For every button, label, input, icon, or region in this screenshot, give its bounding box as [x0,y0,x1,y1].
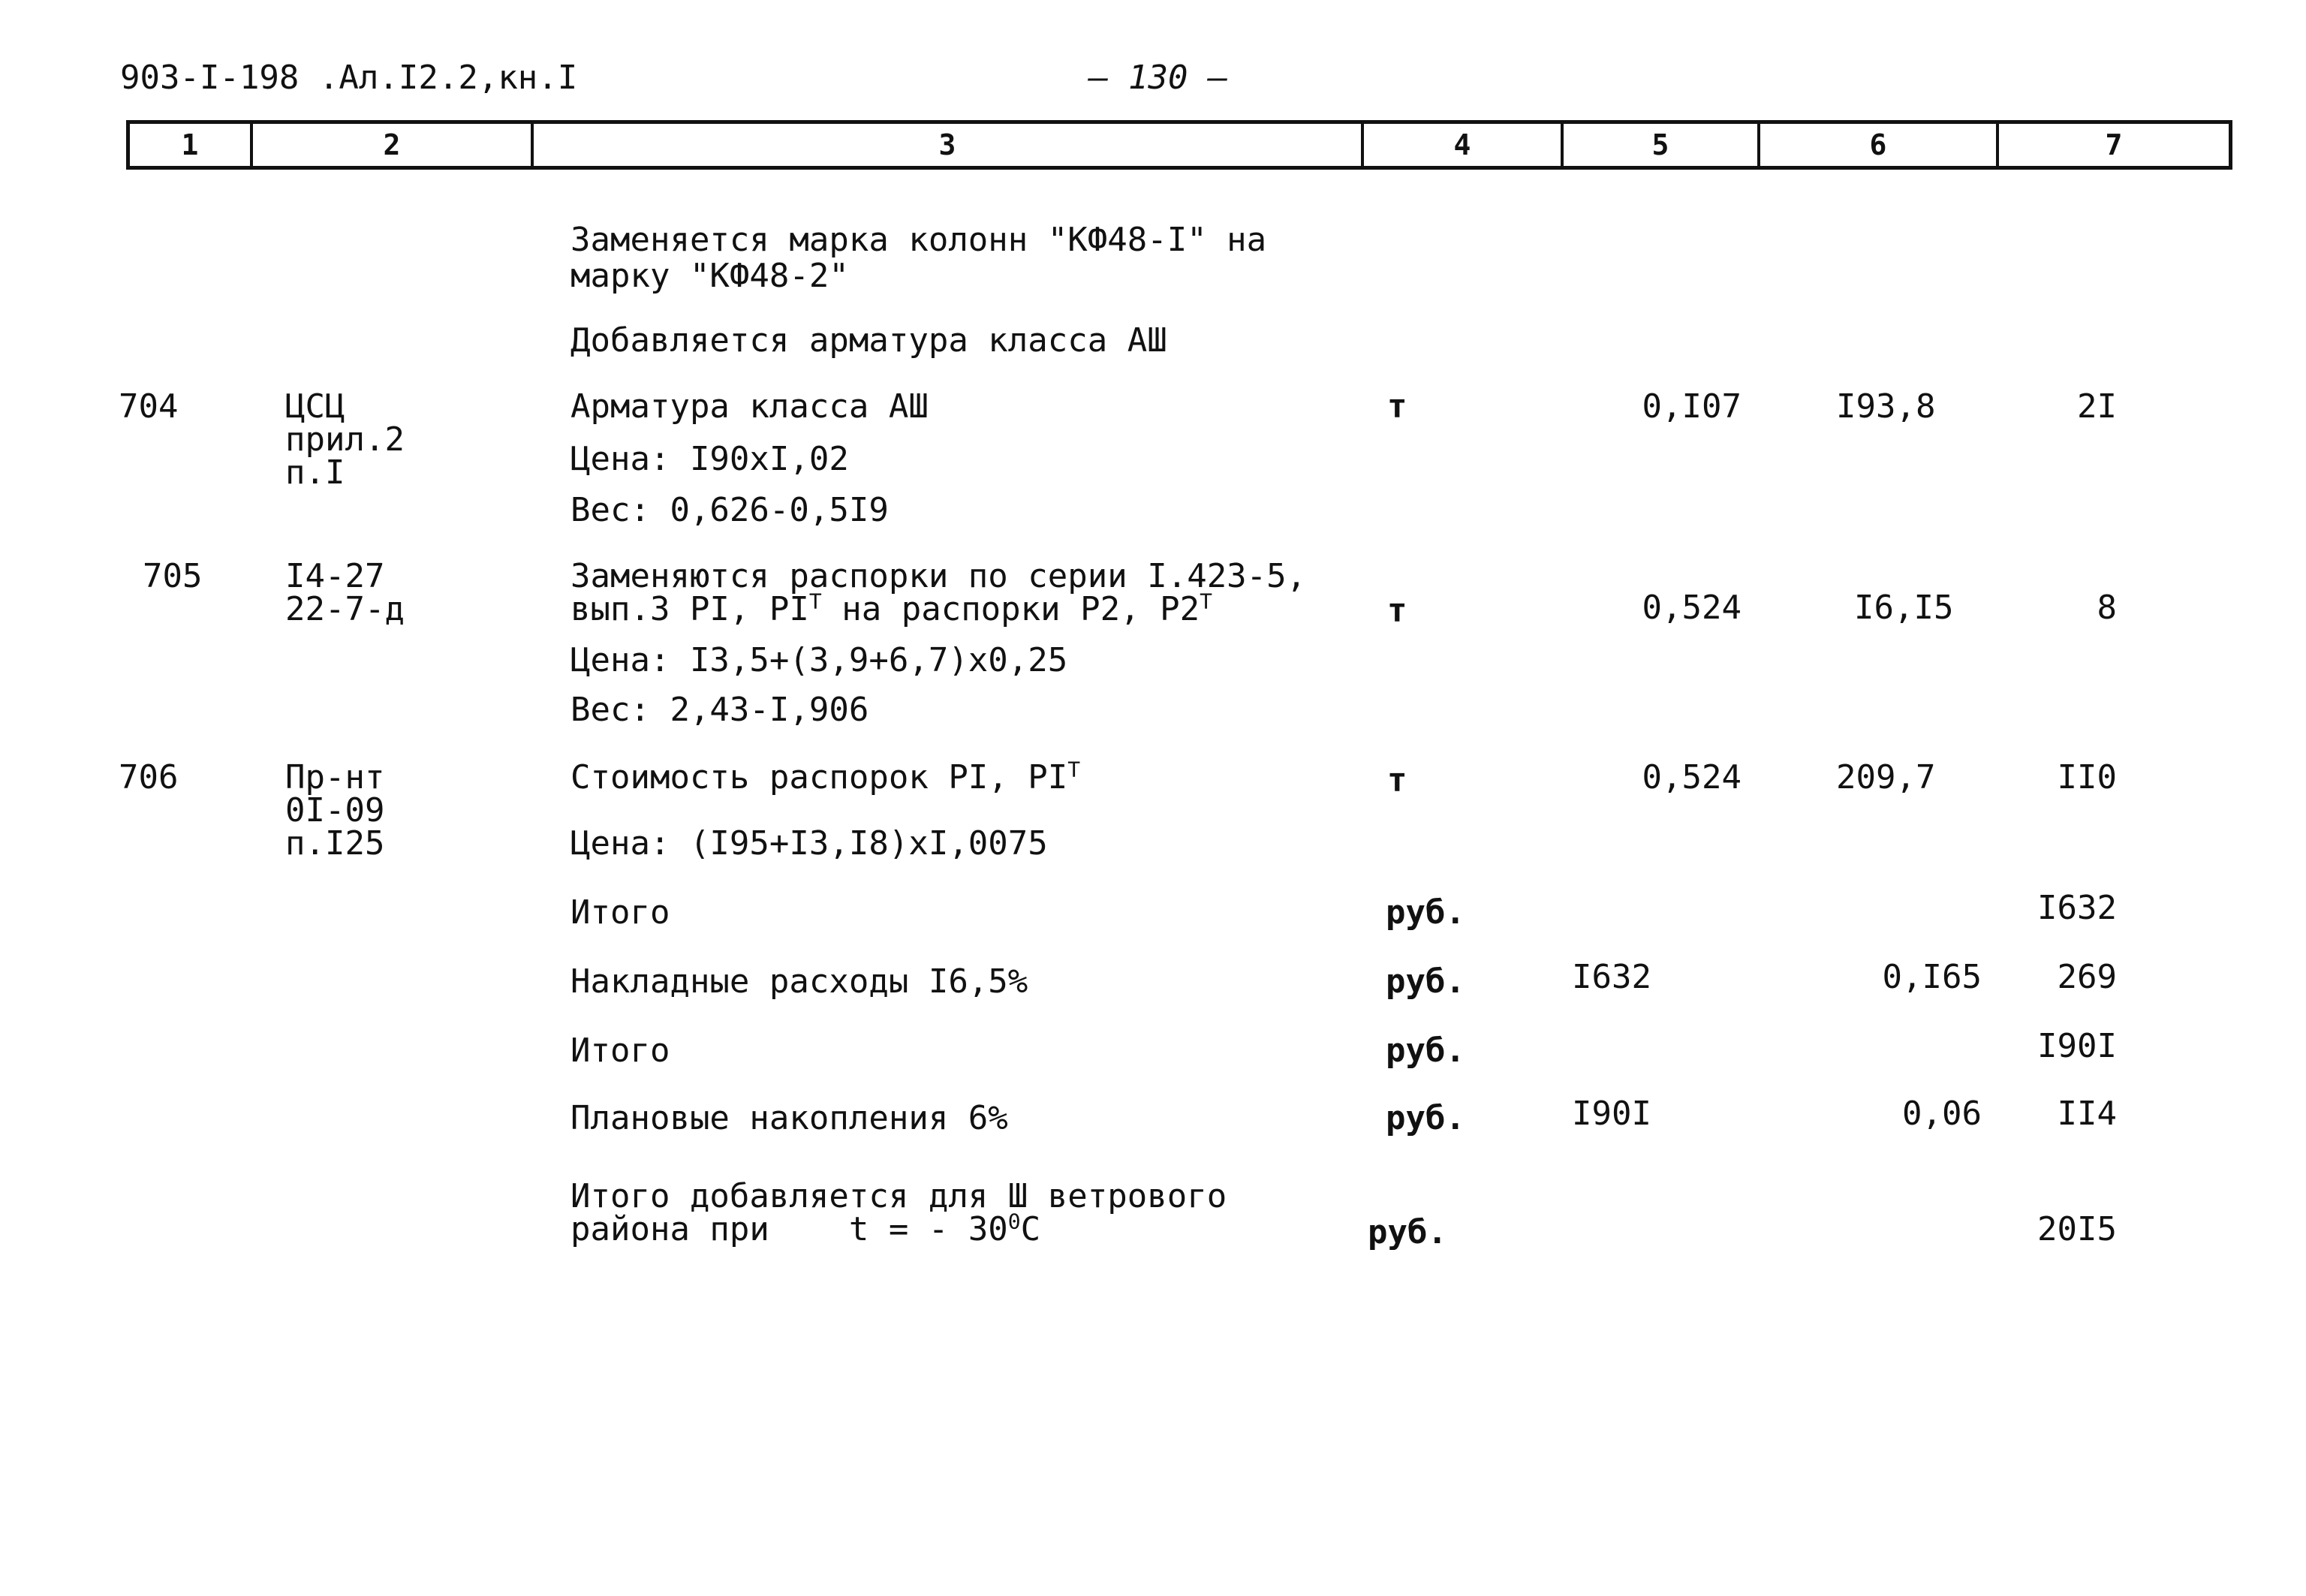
column-header-2: 2 [250,124,531,166]
row-description [570,757,1081,796]
description-text: Стоимость распорок PI, PI [570,758,1068,796]
row-quantity: 0,524 [1642,758,1742,796]
row-price-formula: Цена: I90хI,02 [570,440,849,478]
summary-label: Плановые накопления 6% [570,1099,1008,1137]
summary-base: I90I [1572,1095,1651,1133]
row-quantity: 0,524 [1642,589,1742,627]
row-reference-line: 22-7-д [285,590,405,628]
row-number: 705 [143,557,203,595]
row-reference-line: п.I [285,453,345,492]
column-header-3: 3 [531,124,1361,166]
row-description: Заменяются распорки по серии I.423-5, [570,557,1307,595]
intro-line-1: Заменяется марка колонн "КФ48-I" на [570,221,1267,259]
summary-base: I632 [1572,958,1651,996]
row-total: 2I [2077,387,2117,426]
row-unit-price: 209,7 [1836,758,1936,796]
final-unit: руб. [1368,1213,1447,1251]
series-text: вып.3 PI, PI [570,590,809,628]
summary-total: 269 [2057,958,2117,996]
row-unit: т [1387,387,1407,426]
summary-rate: 0,I65 [1882,958,1982,996]
row-total: 8 [2097,589,2117,627]
row-unit-price: I93,8 [1836,387,1936,426]
summary-unit: руб. [1386,1099,1465,1137]
row-quantity: 0,I07 [1642,387,1742,426]
column-header-6: 6 [1757,124,1996,166]
row-price-formula: Цена: I3,5+(3,9+6,7)х0,25 [570,641,1068,679]
column-header-4: 4 [1361,124,1561,166]
row-reference-line: Пр-нт [285,758,385,796]
final-label-line-1: Итого добавляется для Ш ветрового [570,1177,1227,1215]
summary-label: Накладные расходы I6,5% [570,962,1028,1001]
row-description: Арматура класса АШ [570,387,929,426]
summary-unit: руб. [1386,1031,1465,1070]
degree-mark: 0 [1007,1209,1021,1234]
column-header-1: 1 [181,128,199,161]
final-label-text: района при [570,1210,769,1248]
summary-label: Итого [570,1031,670,1070]
row-total: II0 [2057,758,2117,796]
page-number: — 130 — [1088,59,1228,97]
final-total: 20I5 [2037,1210,2117,1248]
row-weight-formula: Вес: 2,43-I,906 [570,691,869,729]
row-price-formula: Цена: (I95+I3,I8)хI,0075 [570,824,1048,863]
superscript-mark: Т [808,589,822,614]
row-number: 704 [119,387,179,426]
document-code: 903-I-198 .Ал.I2.2,кн.I [120,59,578,97]
summary-unit: руб. [1386,893,1465,932]
intro-line-3: Добавляется арматура класса АШ [570,321,1167,360]
row-number: 706 [119,758,179,796]
column-header-table [126,120,2232,170]
superscript-mark: Т [1067,757,1081,782]
superscript-mark: Т [1200,589,1212,614]
row-reference-line: п.I25 [285,824,385,863]
row-unit: т [1387,761,1407,800]
summary-unit: руб. [1386,962,1465,1001]
column-header-5: 5 [1561,124,1757,166]
summary-label: Итого [570,893,670,932]
summary-total: I632 [2037,889,2117,927]
temperature-unit: С [1020,1210,1041,1248]
summary-total: II4 [2057,1095,2117,1133]
final-label-line-2 [570,1209,1041,1248]
row-unit: т [1387,592,1407,630]
row-weight-formula: Вес: 0,626-0,5I9 [570,491,889,529]
row-reference-line: 0I-09 [285,791,385,830]
row-unit-price: I6,I5 [1854,589,1954,627]
row-reference-line: ЦСЦ [285,387,345,426]
row-reference-line: прил.2 [285,420,405,459]
replacement-text: на распорки P2, P2 [841,590,1200,628]
column-header-7: 7 [1996,124,2229,166]
row-description-line-2 [570,589,1212,628]
summary-total: I90I [2037,1027,2117,1065]
row-reference-line: I4-27 [285,557,385,595]
temperature-formula: t = - 30 [848,1210,1008,1248]
intro-line-2: марку "КФ48-2" [570,257,849,295]
summary-rate: 0,06 [1902,1095,1982,1133]
